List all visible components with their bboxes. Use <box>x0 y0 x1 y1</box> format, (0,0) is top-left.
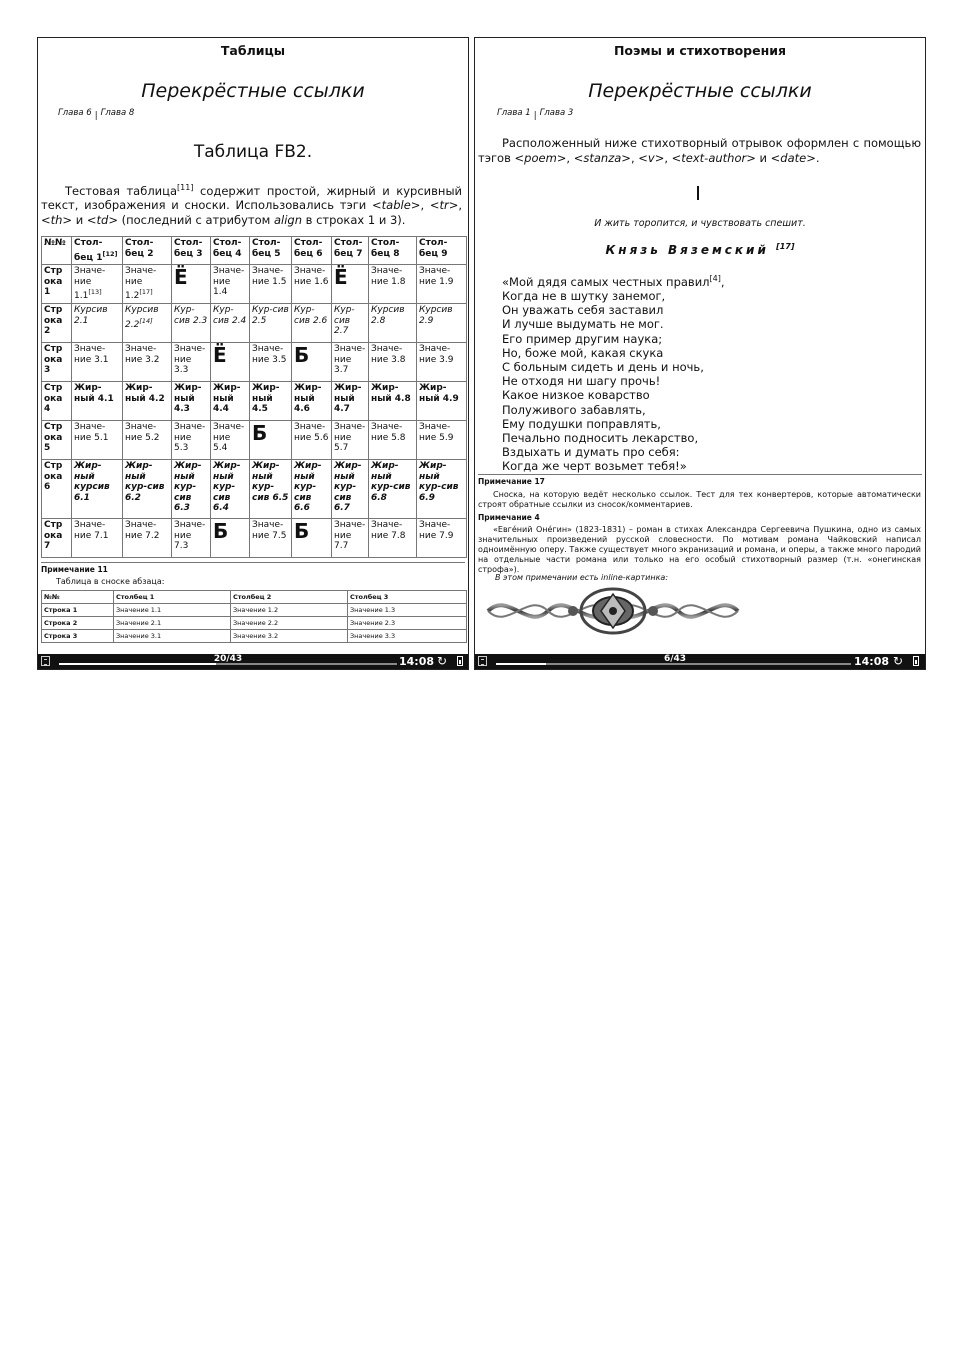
table-cell: Курсив 2.2[14] <box>123 304 172 343</box>
table-cell-image <box>292 343 332 382</box>
poem-line: Его пример другим наука; <box>502 331 663 346</box>
xref-separator: | <box>94 111 98 121</box>
fb2-table <box>41 236 467 558</box>
table-header: Стол-бец 5 <box>250 237 292 265</box>
table-cell: Кур-сив 2.7 <box>332 304 369 343</box>
table-cell: Жир-ный 4.7 <box>332 382 369 421</box>
table-cell-image <box>332 265 369 304</box>
table-header: Стол-бец 1[12] <box>72 237 123 265</box>
status-bar <box>38 654 468 669</box>
row-label: Стр ока 7 <box>42 519 72 558</box>
table-cell: Значе-ние 5.6 <box>292 421 332 460</box>
chapter-header: Таблицы <box>220 43 286 58</box>
table-cell: Жир-ный кур-сив 6.9 <box>417 460 467 519</box>
table-row <box>42 382 467 421</box>
table-cell: Значе-ние 7.3 <box>172 519 211 558</box>
note-17-title: Примечание 17 <box>478 477 545 486</box>
table-cell: Значе-ние 7.8 <box>369 519 417 558</box>
poem-line: Какое низкое коварство <box>502 388 650 403</box>
table-header-row <box>42 237 467 265</box>
table-row <box>42 519 467 558</box>
table-cell: Жир-ный кур-сив 6.3 <box>172 460 211 519</box>
table-cell: Значе-ние 5.4 <box>211 421 250 460</box>
poem-line: Полуживого забавлять, <box>502 402 646 417</box>
table-cell: Кур-сив 2.4 <box>211 304 250 343</box>
poem-line: «Мой дядя самых честных правил[4], <box>502 274 725 289</box>
table-row <box>42 630 467 643</box>
table-cell: Жир-ный 4.8 <box>369 382 417 421</box>
intro-paragraph: Тестовая таблица[11] содержит простой, жирный и курсивный текст, изображения и сноски. Использовались тэги <table>, <tr>, <th> и <td> (последний с атрибутом align в строках 1 и 3). <box>41 183 463 227</box>
xref-link-chapter-3[interactable]: Глава 3 <box>539 108 574 118</box>
table-cell: Курсив 2.8 <box>369 304 417 343</box>
table-cell-image <box>172 265 211 304</box>
table-row <box>42 304 467 343</box>
book-menu-icon[interactable] <box>478 656 487 666</box>
table-cell: Значе-ние 1.1[13] <box>72 265 123 304</box>
letter-be-image: Б <box>294 519 310 543</box>
table-header: Стол-бец 8 <box>369 237 417 265</box>
table-row <box>42 460 467 519</box>
refresh-icon[interactable]: ↻ <box>437 654 448 668</box>
poem-line: Когда же черт возьмет тебя!» <box>502 459 687 474</box>
table-cell: Значе-ние 1.6 <box>292 265 332 304</box>
table-cell: Значение 3.1 <box>114 630 231 643</box>
table-cell: Значе-ние 1.4 <box>211 265 250 304</box>
note-table-header-row <box>42 591 467 604</box>
row-label: Стр ока 1 <box>42 265 72 304</box>
table-header: Столбец 2 <box>231 591 348 604</box>
table-header: Стол-бец 3 <box>172 237 211 265</box>
row-label: Строка 1 <box>42 604 114 617</box>
page-counter: 20/43 <box>213 654 243 664</box>
footnote-ref-17[interactable]: [17] <box>139 288 153 296</box>
table-cell-image <box>292 519 332 558</box>
table-row <box>42 421 467 460</box>
table-cell: Значе-ние 5.9 <box>417 421 467 460</box>
table-cell: Кур-сив 2.6 <box>292 304 332 343</box>
note-table <box>41 590 467 643</box>
table-cell: Значе-ние 1.2[17] <box>123 265 172 304</box>
table-row <box>42 265 467 304</box>
table-cell: Жир-ный кур-сив 6.5 <box>250 460 292 519</box>
letter-be-image: Б <box>252 421 268 445</box>
table-cell: Значе-ние 3.3 <box>172 343 211 382</box>
xref-link-chapter-1[interactable]: Глава 1 <box>497 108 531 118</box>
table-cell: Жир-ный 4.2 <box>123 382 172 421</box>
status-bar <box>475 654 925 669</box>
table-cell: Кур-сив 2.3 <box>172 304 211 343</box>
table-cell: Значе-ние 3.9 <box>417 343 467 382</box>
table-cell: Значе-ние 5.2 <box>123 421 172 460</box>
table-cell: Жир-ный кур-сив 6.8 <box>369 460 417 519</box>
table-cell: Жир-ный кур-сив 6.7 <box>332 460 369 519</box>
table-cell: Жир-ный кур-сив 6.2 <box>123 460 172 519</box>
poem-line: Вздыхать и думать про себя: <box>502 445 680 460</box>
poem-line: Он уважать себя заставил <box>502 303 664 318</box>
letter-be-image: Б <box>213 519 229 543</box>
table-cell: Курсив 2.9 <box>417 304 467 343</box>
xref-link-chapter-8[interactable]: Глава 8 <box>100 108 135 118</box>
footnote-ref-4[interactable]: [4] <box>709 274 721 283</box>
poem-line: Но, боже мой, какая скука <box>502 345 664 360</box>
table-header: Стол-бец 9 <box>417 237 467 265</box>
page-counter: 6/43 <box>663 654 687 664</box>
table-cell: Значе-ние 1.8 <box>369 265 417 304</box>
table-cell: Значе-ние 1.5 <box>250 265 292 304</box>
table-header: №№ <box>42 591 114 604</box>
table-cell: Значение 2.3 <box>348 617 467 630</box>
table-header: Столбец 3 <box>348 591 467 604</box>
table-cell-image <box>211 519 250 558</box>
row-label: Стр ока 2 <box>42 304 72 343</box>
table-row <box>42 343 467 382</box>
table-cell: Значе-ние 5.1 <box>72 421 123 460</box>
footnote-ref-14[interactable]: [14] <box>139 316 153 325</box>
table-cell: Значение 2.1 <box>114 617 231 630</box>
footnote-ref-12[interactable]: [12] <box>102 249 118 258</box>
row-label: Строка 3 <box>42 630 114 643</box>
table-cell: Значение 1.1 <box>114 604 231 617</box>
table-row <box>42 604 467 617</box>
table-header: Стол-бец 6 <box>292 237 332 265</box>
table-cell: Значе-ние 7.2 <box>123 519 172 558</box>
table-cell: Значе-ние 5.8 <box>369 421 417 460</box>
poem-line: Когда не в шутку занемог, <box>502 289 666 304</box>
poem-line: Ему подушки поправлять, <box>502 416 661 431</box>
table-cell: Значение 3.2 <box>231 630 348 643</box>
row-label: Стр ока 6 <box>42 460 72 519</box>
table-cell: Значе-ние 5.7 <box>332 421 369 460</box>
chapter-header: Поэмы и стихотворения <box>613 43 787 58</box>
intro-paragraph: Расположенный ниже стихотворный отрывок оформлен с помощью тэгов <poem>, <stanza>, <v>, <text-author> и <date>. <box>478 136 921 165</box>
table-title: Таблица FB2. <box>193 142 313 162</box>
table-cell: Значе-ние 7.9 <box>417 519 467 558</box>
table-cell: Жир-ный 4.6 <box>292 382 332 421</box>
row-label: Стр ока 4 <box>42 382 72 421</box>
footnote-ref-13[interactable]: [13] <box>88 288 102 296</box>
note-4-title: Примечание 4 <box>478 513 540 522</box>
poem-line: Печально подносить лекарство, <box>502 431 699 446</box>
table-cell: Значе-ние 3.1 <box>72 343 123 382</box>
table-cell: Жир-ный 4.9 <box>417 382 467 421</box>
refresh-icon[interactable]: ↻ <box>893 654 904 668</box>
row-label: Стр ока 3 <box>42 343 72 382</box>
table-cell: Жир-ный 4.1 <box>72 382 123 421</box>
epigraph: И жить торопится, и чувствовать спешит. <box>594 218 806 229</box>
footnote-ref-17[interactable]: [17] <box>776 242 795 251</box>
text-cursor <box>697 186 699 200</box>
letter-yo-image: Ё <box>174 265 188 289</box>
poem <box>502 272 725 474</box>
xref-title: Перекрёстные ссылки <box>588 80 812 102</box>
table-cell: Значение 2.2 <box>231 617 348 630</box>
row-label: Строка 2 <box>42 617 114 630</box>
footnote-divider <box>478 474 922 475</box>
footnote-divider <box>41 562 465 563</box>
clock: 14:08 <box>399 655 435 668</box>
table-header: Стол-бец 4 <box>211 237 250 265</box>
table-cell: Жир-ный кур-сив 6.4 <box>211 460 250 519</box>
table-header: №№ <box>42 237 72 265</box>
table-cell: Жир-ный 4.3 <box>172 382 211 421</box>
table-cell: Значе-ние 7.1 <box>72 519 123 558</box>
book-menu-icon[interactable] <box>41 656 50 666</box>
table-header: Стол-бец 2 <box>123 237 172 265</box>
battery-icon <box>457 656 463 666</box>
table-cell: Значение 1.3 <box>348 604 467 617</box>
letter-be-image: Б <box>294 343 310 367</box>
battery-icon <box>913 656 919 666</box>
note-4-text: «Евге́ний Оне́гин» (1823-1831) – роман в стихах Александра Сергеевича Пушкина, одно из самых значительных произведений русской словесности. По мотивам романа Чайковский написал одноимённую оперу. Также существует много экранизаций и романа, и оперы, а также много пародий на отдельные части романа или только на его особый стихотворный размер (т.н. «онегинская строфа»). <box>478 525 921 574</box>
table-cell: Значе-ние 3.2 <box>123 343 172 382</box>
row-label: Стр ока 5 <box>42 421 72 460</box>
table-cell: Значе-ние 5.3 <box>172 421 211 460</box>
table-cell: Курсив 2.1 <box>72 304 123 343</box>
table-cell: Значе-ние 7.7 <box>332 519 369 558</box>
note-11-title: Примечание 11 <box>41 565 108 574</box>
table-cell: Значе-ние 3.7 <box>332 343 369 382</box>
table-cell-image <box>211 343 250 382</box>
clock: 14:08 <box>854 655 890 668</box>
letter-yo-image: Ё <box>334 265 348 289</box>
table-cell: Значение 1.2 <box>231 604 348 617</box>
reading-progress-fill <box>59 663 216 665</box>
table-cell: Жир-ный 4.4 <box>211 382 250 421</box>
note-11-text: Таблица в сноске абзаца: <box>56 577 165 586</box>
table-cell-image <box>250 421 292 460</box>
poem-line: Не отходя ни шагу прочь! <box>502 374 661 389</box>
note-17-text: Сноска, на которую ведёт несколько ссылок. Тест для тех конвертеров, которые автоматически строят обратные ссылки из сносок/комментариев. <box>478 490 921 509</box>
table-cell: Значе-ние 1.9 <box>417 265 467 304</box>
table-cell: Значе-ние 3.5 <box>250 343 292 382</box>
note-4-inline-caption: В этом примечании есть inline-картинка: <box>495 573 669 582</box>
reading-progress-fill <box>496 663 546 665</box>
table-cell: Значение 3.3 <box>348 630 467 643</box>
table-header: Столбец 1 <box>114 591 231 604</box>
xref-separator: | <box>533 111 537 121</box>
table-row <box>42 617 467 630</box>
footnote-ref-11[interactable]: [11] <box>177 183 194 192</box>
ornament-image <box>483 586 743 636</box>
xref-link-chapter-6[interactable]: Глава 6 <box>58 108 92 118</box>
xref-links <box>497 108 574 121</box>
xref-links <box>58 108 135 121</box>
table-cell: Кур-сив 2.5 <box>250 304 292 343</box>
reader-screen-left <box>37 37 469 670</box>
letter-yo-image: Ё <box>213 343 227 367</box>
table-cell: Жир-ный 4.5 <box>250 382 292 421</box>
xref-title: Перекрёстные ссылки <box>141 80 365 102</box>
poem-line: И лучше выдумать не мог. <box>502 317 664 332</box>
table-header: Стол-бец 7 <box>332 237 369 265</box>
table-cell: Жир-ный курсив 6.1 <box>72 460 123 519</box>
epigraph-author: Князь Вяземский [17] <box>605 242 795 257</box>
table-cell: Жир-ный кур-сив 6.6 <box>292 460 332 519</box>
table-cell: Значе-ние 7.5 <box>250 519 292 558</box>
reader-screen-right <box>474 37 926 670</box>
table-cell: Значе-ние 3.8 <box>369 343 417 382</box>
poem-line: С больным сидеть и день и ночь, <box>502 360 704 375</box>
